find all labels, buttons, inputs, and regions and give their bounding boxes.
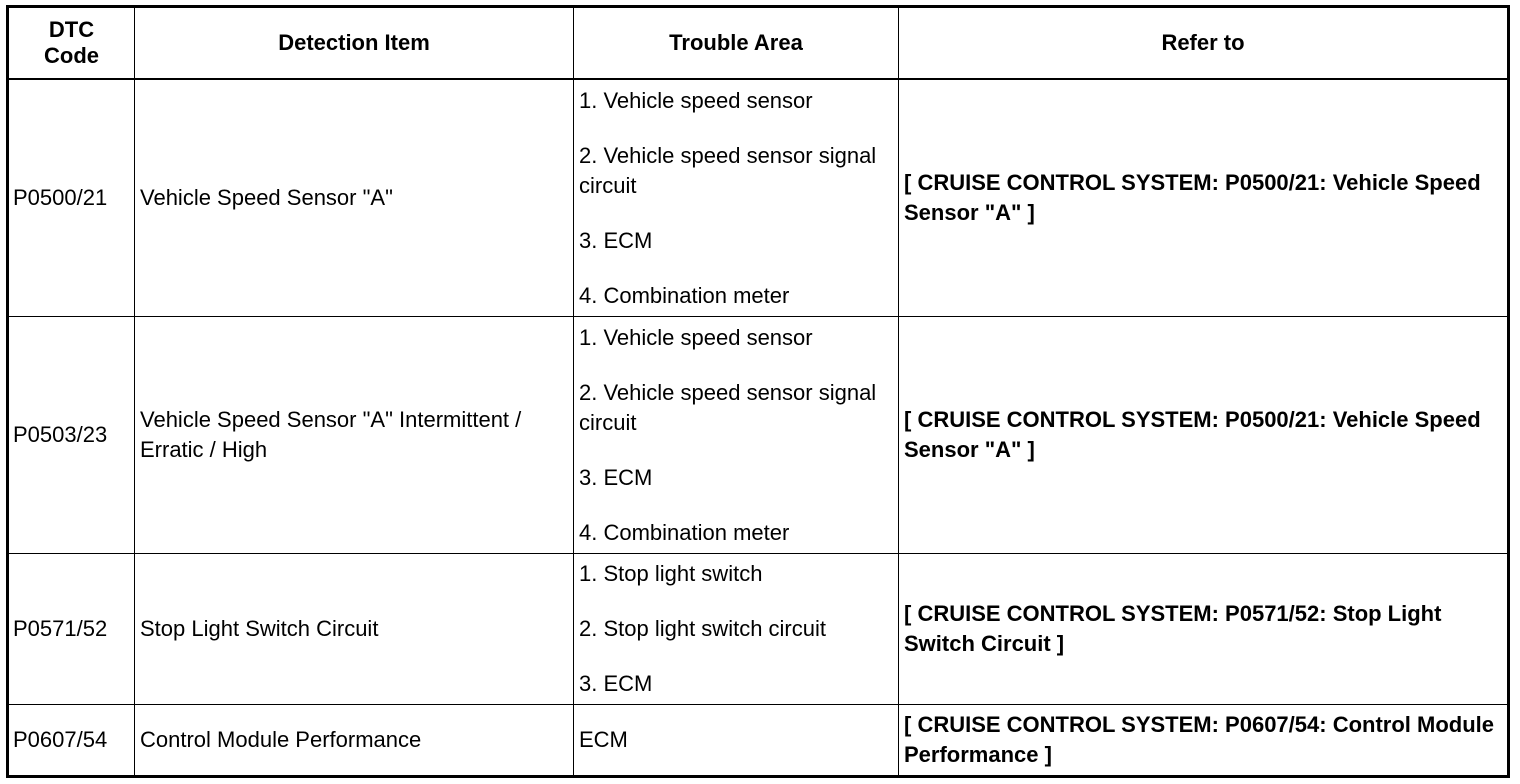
trouble-area-item: 2. Vehicle speed sensor signal circuit <box>579 379 877 435</box>
trouble-area-item: 4. Combination meter <box>579 282 790 308</box>
header-detection-item: Detection Item <box>135 7 574 80</box>
trouble-area-item: 1. Stop light switch <box>579 561 763 586</box>
trouble-area-item: 3. ECM <box>579 227 653 253</box>
trouble-area-list <box>579 323 893 548</box>
header-dtc-code: DTC Code <box>8 7 135 80</box>
refer-to-link[interactable]: [ CRUISE CONTROL SYSTEM: P0571/52: Stop Light Switch Circuit ] <box>899 554 1509 705</box>
trouble-area-item: 2. Stop light switch circuit <box>579 616 826 641</box>
trouble-area-list <box>579 86 893 311</box>
detection-item-cell: Stop Light Switch Circuit <box>135 554 574 705</box>
header-trouble-area: Trouble Area <box>574 7 899 80</box>
table-row <box>8 705 1509 777</box>
table-row <box>8 79 1509 317</box>
dtc-table <box>6 5 1510 778</box>
trouble-area-item: 1. Vehicle speed sensor <box>579 324 813 350</box>
trouble-area-item: 3. ECM <box>579 464 653 490</box>
trouble-area-list <box>579 559 893 699</box>
dtc-code-cell: P0503/23 <box>8 317 135 554</box>
trouble-area-item: 2. Vehicle speed sensor signal circuit <box>579 142 877 198</box>
header-row <box>8 7 1509 80</box>
detection-item-cell: Control Module Performance <box>135 705 574 777</box>
trouble-area-item: 4. Combination meter <box>579 519 790 545</box>
detection-item-cell: Vehicle Speed Sensor "A" <box>135 79 574 317</box>
trouble-area-item: 3. ECM <box>579 671 653 696</box>
trouble-area-item: ECM <box>579 727 628 752</box>
refer-to-link[interactable]: [ CRUISE CONTROL SYSTEM: P0500/21: Vehicle Speed Sensor "A" ] <box>899 317 1509 554</box>
table-row <box>8 554 1509 705</box>
trouble-area-cell <box>574 79 899 317</box>
trouble-area-item: 1. Vehicle speed sensor <box>579 87 813 113</box>
trouble-area-cell <box>574 705 899 777</box>
dtc-code-cell: P0500/21 <box>8 79 135 317</box>
trouble-area-list <box>579 725 893 755</box>
trouble-area-cell <box>574 554 899 705</box>
table-row <box>8 317 1509 554</box>
dtc-code-cell: P0607/54 <box>8 705 135 777</box>
refer-to-link[interactable]: [ CRUISE CONTROL SYSTEM: P0500/21: Vehicle Speed Sensor "A" ] <box>899 79 1509 317</box>
refer-to-link[interactable]: [ CRUISE CONTROL SYSTEM: P0607/54: Control Module Performance ] <box>899 705 1509 777</box>
dtc-code-cell: P0571/52 <box>8 554 135 705</box>
detection-item-cell: Vehicle Speed Sensor "A" Intermittent / Erratic / High <box>135 317 574 554</box>
trouble-area-cell <box>574 317 899 554</box>
header-refer-to: Refer to <box>899 7 1509 80</box>
